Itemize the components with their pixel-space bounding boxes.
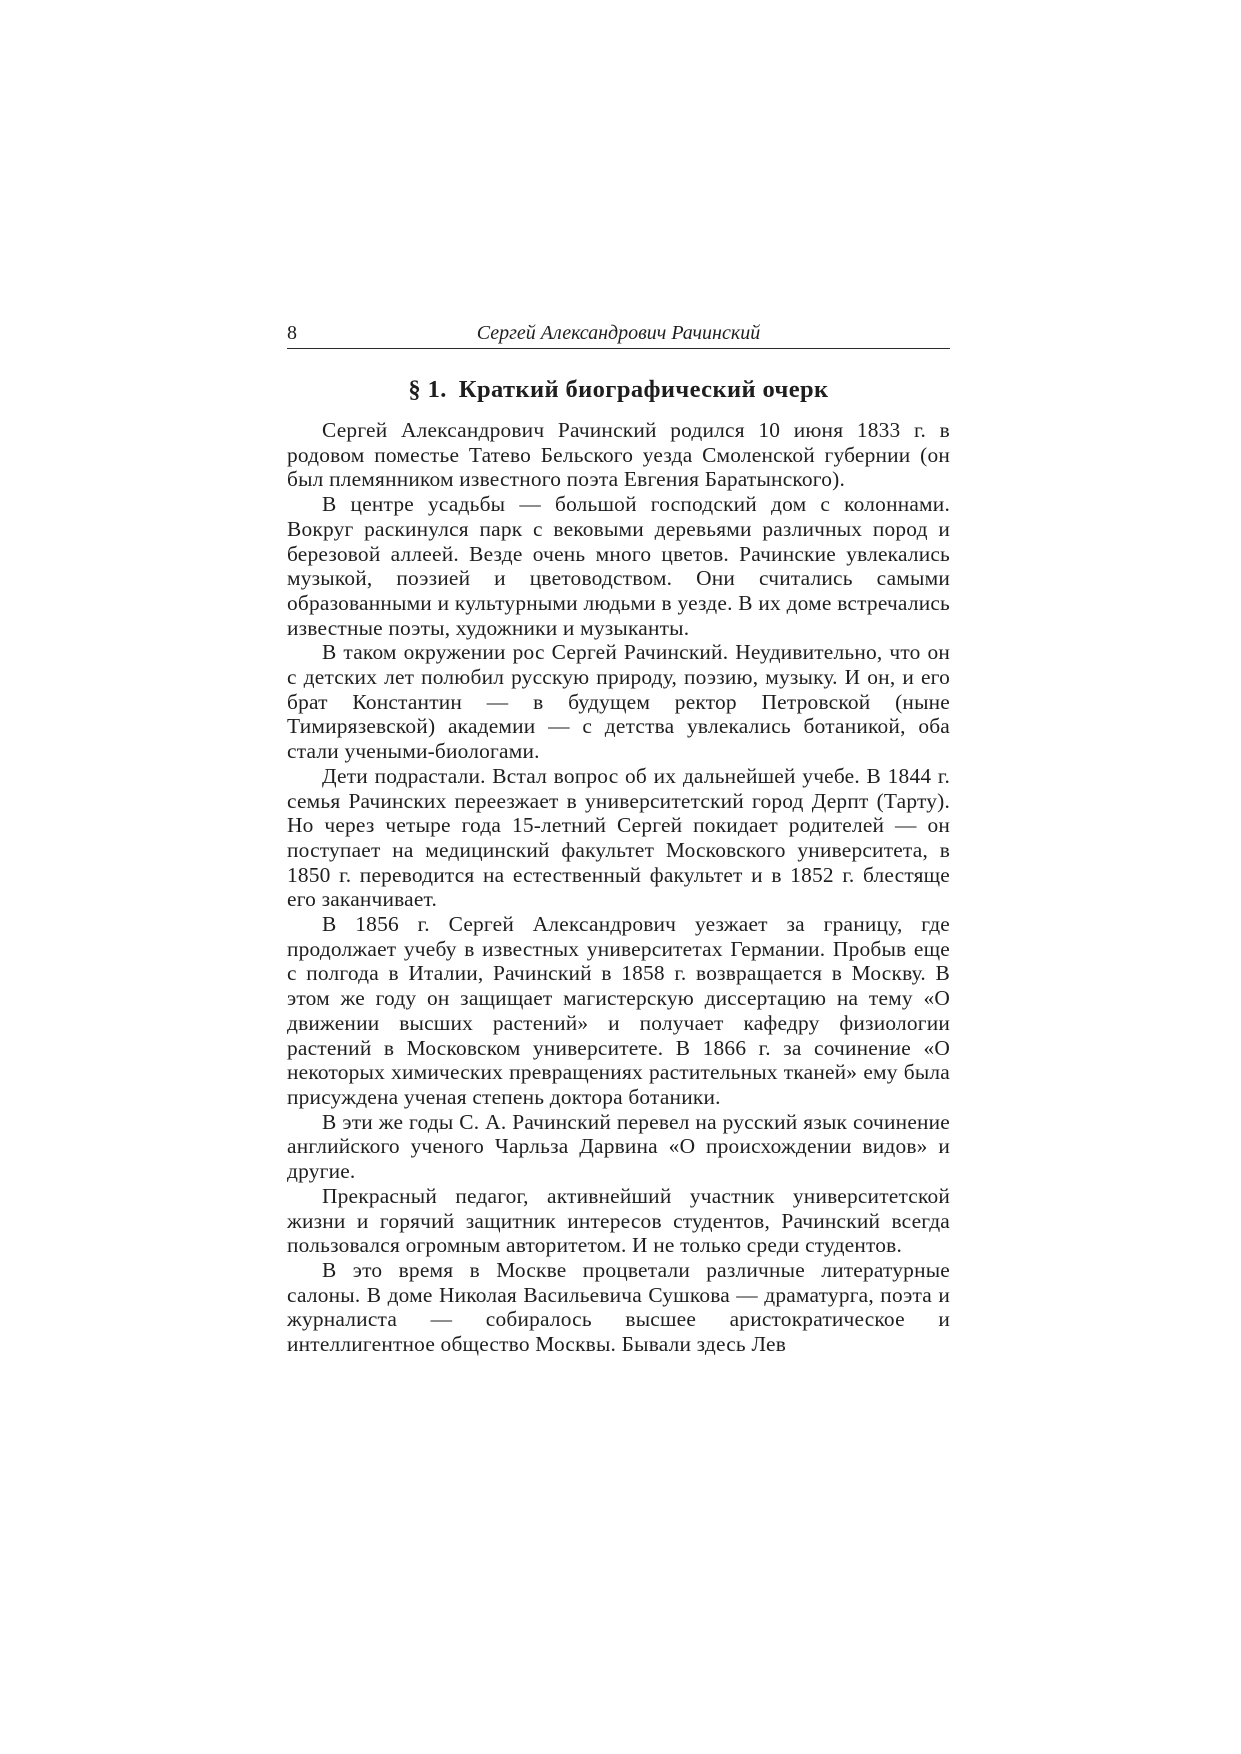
- running-head: [287, 318, 950, 349]
- book-page: [287, 318, 950, 1357]
- running-title: Сергей Александрович Рачинский: [476, 322, 761, 344]
- paragraph: В эти же годы С. А. Рачинский перевел на русский язык сочинение английского ученого Чарльза Дарвина «О происхождении видов» и другие.: [287, 1109, 950, 1184]
- section-title: Краткий биографический очерк: [458, 376, 829, 403]
- paragraph: В это время в Москве процветали различные литературные салоны. В доме Николая Васильевича Сушкова — драматурга, поэта и журналиста — собиралось высшее аристократическое и интеллигентное общество Москвы. Бывали здесь Лев: [287, 1257, 950, 1357]
- paragraph: Прекрасный педагог, активнейший участник университетской жизни и горячий защитник интересов студентов, Рачинский всегда пользовался огромным авторитетом. И не только среди студентов.: [287, 1183, 950, 1258]
- paragraph: Дети подрастали. Встал вопрос об их дальнейшей учебе. В 1844 г. семья Рачинских переезжает в университетский город Дерпт (Тарту). Но через четыре года 15-летний Сергей покидает родителей — он поступает на медицинский факультет Московского университета, в 1850 г. переводится на естественный факультет и в 1852 г. блестяще его заканчивает.: [287, 763, 950, 912]
- section-heading: [287, 376, 950, 404]
- paragraph: В центре усадьбы — большой господский дом с колоннами. Вокруг раскинулся парк с вековыми деревьями различных пород и березовой аллеей. Везде очень много цветов. Рачинские увлекались музыкой, поэзией и цветоводством. Они считались самыми образованными и культурными людьми в уезде. В их доме встречались известные поэты, художники и музыканты.: [287, 492, 950, 640]
- body-text: [287, 418, 950, 1357]
- section-number: § 1.: [408, 376, 447, 403]
- paragraph: В 1856 г. Сергей Александрович уезжает за границу, где продолжает учебу в известных университетах Германии. Пробыв еще с полгода в Италии, Рачинский в 1858 г. возвращается в Москву. В этом же году он защищает магистерскую диссертацию на тему «О движении высших растений» и получает кафедру физиологии растений в Московском университете. В 1866 г. за сочинение «О некоторых химических превращениях растительных тканей» ему была присуждена ученая степень доктора ботаники.: [287, 912, 950, 1109]
- paragraph: В таком окружении рос Сергей Рачинский. Неудивительно, что он с детских лет полюбил русскую природу, поэзию, музыку. И он, и его брат Константин — в будущем ректор Петровской (ныне Тимирязевской) академии — с детства увлекались ботаникой, оба стали учеными-биологами.: [287, 640, 950, 764]
- page-number: 8: [287, 322, 297, 344]
- paragraph: Сергей Александрович Рачинский родился 10 июня 1833 г. в родовом поместье Татево Бельского уезда Смоленской губернии (он был племянником известного поэта Евгения Баратынского).: [287, 418, 950, 492]
